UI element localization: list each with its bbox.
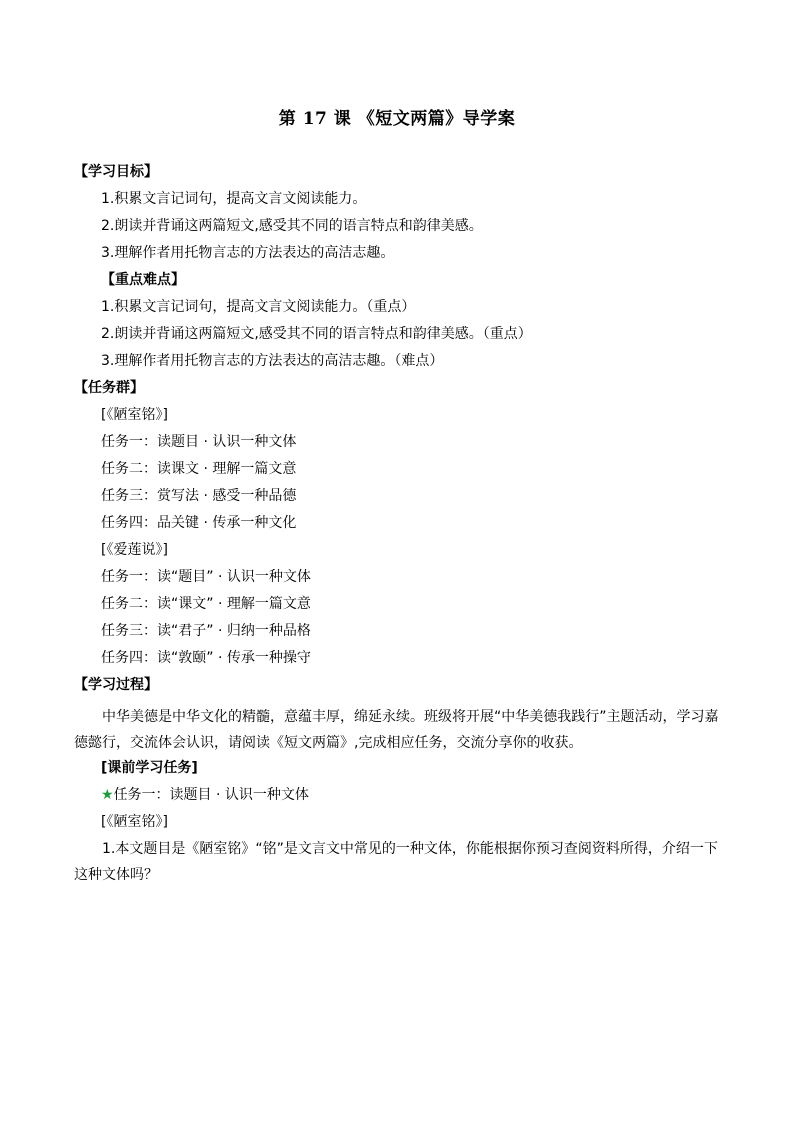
task-one-label: 任务一：读题目 · 认识一种文体 (113, 787, 309, 803)
intro-paragraph: 中华美德是中华文化的精髓，意蕴丰厚，绵延永续。班级将开展“中华美德我践行”主题活动，学习嘉德懿行，交流体会认识，请阅读《短文两篇》,完成相应任务，交流分享你的收获。 (74, 709, 719, 751)
task-item: 任务二：读“课文” · 理解一篇文意 (101, 596, 311, 612)
pre-class-task-heading: [课前学习任务] (101, 760, 198, 776)
task-item: 任务三：赏写法 · 感受一种品德 (101, 488, 297, 504)
heading-key-difficulties: 【重点难点】 (101, 272, 185, 288)
objective-item-2: 2.朗读并背诵这两篇短文,感受其不同的语言特点和韵律美感。 (101, 218, 483, 234)
heading-task-group: 【任务群】 (74, 380, 144, 396)
heading-learning-objectives: 【学习目标】 (74, 164, 158, 180)
task-item: 任务一：读“题目” · 认识一种文体 (101, 569, 311, 585)
section-label-ai-lian-shuo: [《爱莲说》] (101, 542, 168, 558)
objective-item-3: 3.理解作者用托物言志的方法表达的高洁志趣。 (101, 245, 395, 261)
task-item: 任务一：读题目 · 认识一种文体 (101, 434, 297, 450)
task-item: 任务四：读“敦颐” · 传承一种操守 (101, 650, 311, 666)
star-icon: ★ (101, 787, 114, 803)
page-title: 第 17 课 《短文两篇》导学案 (278, 109, 516, 129)
task-item: 任务四：品关键 · 传承一种文化 (101, 515, 297, 531)
section-label-lou-shi-ming-2: [《陋室铭》] (101, 814, 168, 830)
heading-learning-process: 【学习过程】 (74, 677, 158, 693)
key-point-item-3: 3.理解作者用托物言志的方法表达的高洁志趣。（难点） (101, 353, 444, 369)
task-item: 任务三：读“君子” · 归纳一种品格 (101, 623, 311, 639)
key-point-item-1: 1.积累文言记词句，提高文言文阅读能力。（重点） (101, 299, 416, 315)
task-item: 任务二：读课文 · 理解一篇文意 (101, 461, 297, 477)
objective-item-1: 1.积累文言记词句，提高文言文阅读能力。 (101, 191, 367, 207)
task-one-line (101, 786, 309, 804)
section-label-lou-shi-ming: [《陋室铭》] (101, 407, 168, 423)
question-1: 1.本文题目是《陋室铭》“铭”是文言文中常见的一种文体，你能根据你预习查阅资料所得，介绍一下这种文体吗？ (74, 841, 718, 883)
key-point-item-2: 2.朗读并背诵这两篇短文,感受其不同的语言特点和韵律美感。（重点） (101, 326, 532, 342)
